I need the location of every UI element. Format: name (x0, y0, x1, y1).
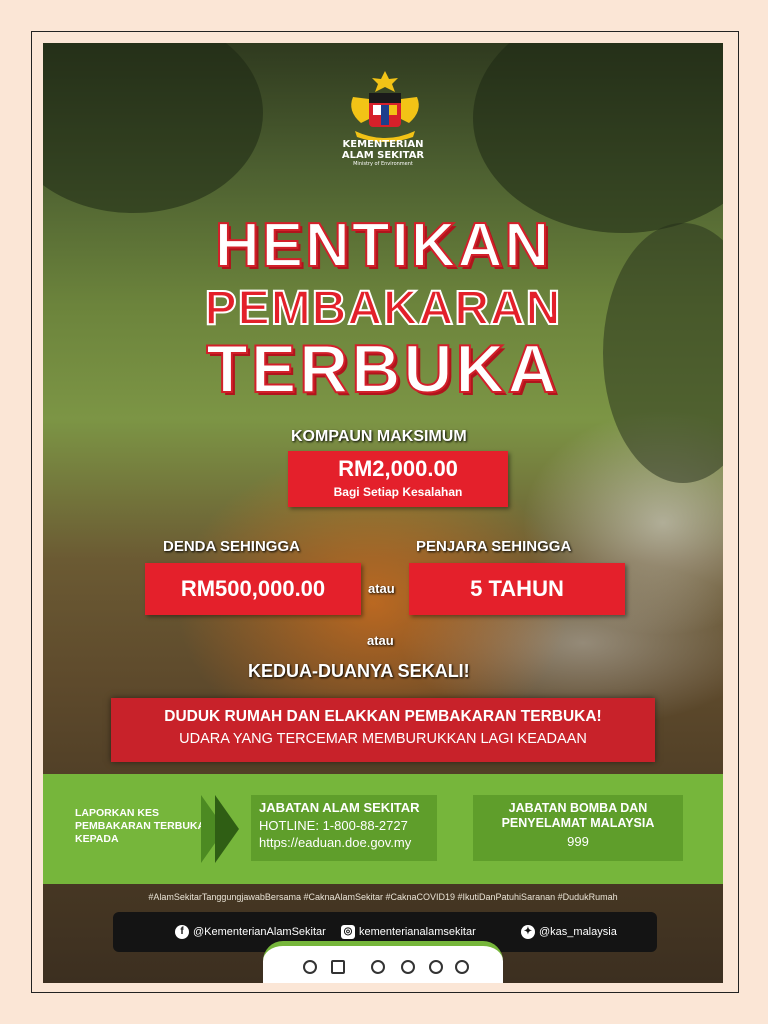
denda-amount: RM500,000.00 (145, 563, 361, 615)
jas-title: JABATAN ALAM SEKITAR (259, 800, 420, 815)
ministry-name-line1: KEMENTERIAN (342, 139, 424, 150)
partner-logo-icon (331, 960, 345, 974)
partner-logos-strip (263, 941, 503, 983)
partner-logo-icon (429, 960, 443, 974)
poster (43, 43, 723, 983)
twitter-icon: ✦ (521, 925, 535, 939)
kompaun-label: KOMPAUN MAKSIMUM (291, 428, 467, 445)
bomba-title-line2: PENYELAMAT MALAYSIA (501, 816, 655, 830)
bomba-number[interactable]: 999 (567, 834, 589, 849)
kompaun-amount: RM2,000.00 (338, 456, 458, 481)
headline-line3: TERBUKA (206, 331, 560, 407)
report-label-line: PEMBAKARAN TERBUKA (75, 820, 206, 832)
message-line2: UDARA YANG TERCEMAR MEMBURUKKAN LAGI KEADAAN (179, 731, 587, 747)
jas-url-link[interactable]: https://eaduan.doe.gov.my (259, 835, 412, 850)
twitter-handle[interactable] (521, 912, 617, 952)
coat-of-arms-logo (341, 67, 429, 147)
report-label-line: LAPORKAN KES (75, 807, 160, 819)
partner-logo-icon (371, 960, 385, 974)
kedua-duanya-text: KEDUA-DUANYA SEKALI! (248, 661, 470, 681)
headline-line2: PEMBAKARAN (204, 282, 562, 335)
jas-contact-box (251, 795, 437, 861)
partner-logo-icon (455, 960, 469, 974)
denda-label: DENDA SEHINGGA (163, 538, 300, 555)
facebook-icon: f (175, 925, 189, 939)
message-banner (111, 698, 655, 762)
bomba-title-line1: JABATAN BOMBA DAN (508, 801, 648, 815)
instagram-icon: ◎ (341, 925, 355, 939)
penjara-amount: 5 TAHUN (409, 563, 625, 615)
kompaun-note: Bagi Setiap Kesalahan (333, 485, 463, 499)
facebook-handle-text: @KementerianAlamSekitar (193, 926, 326, 938)
headline-line1: HENTIKAN (214, 211, 552, 280)
partner-logo-icon (303, 960, 317, 974)
atau-text: atau (368, 581, 395, 596)
message-line1: DUDUK RUMAH DAN ELAKKAN PEMBAKARAN TERBUKA! (164, 708, 602, 725)
twitter-handle-text: @kas_malaysia (539, 926, 617, 938)
report-label-line: KEPADA (75, 833, 119, 845)
chevron-right-icon (215, 795, 239, 863)
jas-hotline[interactable]: HOTLINE: 1-800-88-2727 (259, 818, 408, 833)
foliage-shape (43, 43, 263, 213)
ministry-name (293, 139, 473, 168)
atau-text: atau (367, 633, 394, 648)
foliage-shape (473, 43, 723, 233)
instagram-handle-text: kementerianalamsekitar (359, 926, 476, 938)
ministry-name-line2: ALAM SEKITAR (341, 150, 425, 161)
ministry-english-name: Ministry of Environment (353, 161, 413, 167)
partner-logo-icon (401, 960, 415, 974)
kompaun-box (288, 451, 508, 507)
bomba-contact-box (473, 795, 683, 861)
penjara-label: PENJARA SEHINGGA (416, 538, 572, 555)
hashtags: #AlamSekitarTanggungjawabBersama #CaknaAlamSekitar #CaknaCOVID19 #IkutiDanPatuhiSaranan #DudukRumah (148, 892, 618, 902)
